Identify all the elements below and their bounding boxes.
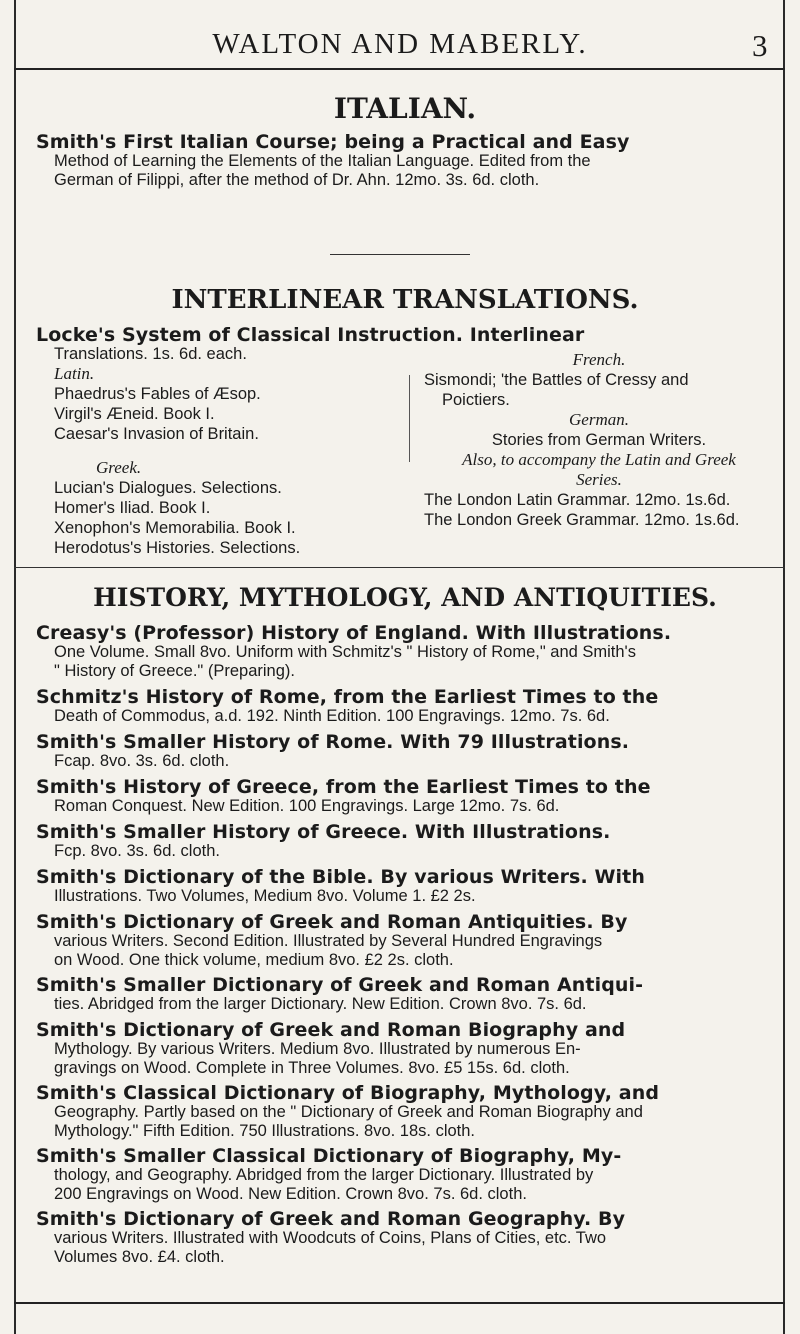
- entry-title: Smith's History of Greece, from the Earliest Times to the: [36, 776, 651, 798]
- entry-title: Smith's Dictionary of the Bible. By various Writers. With: [36, 866, 645, 888]
- catalog-entry: [36, 976, 776, 1014]
- entry-line: 200 Engravings on Wood. New Edition. Crown 8vo. 7s. 6d. cloth.: [54, 1185, 527, 1203]
- column-divider: [409, 375, 410, 462]
- entry-title: Smith's Dictionary of Greek and Roman Biography and: [36, 1019, 626, 1041]
- entry-line: thology, and Geography. Abridged from the larger Dictionary. Illustrated by: [54, 1166, 594, 1184]
- entry-title: Smith's Dictionary of Greek and Roman Antiquities. By: [36, 911, 628, 933]
- entry-title: Smith's Classical Dictionary of Biography, Mythology, and: [36, 1082, 660, 1104]
- list-item: Herodotus's Histories. Selections.: [54, 539, 301, 557]
- greek-label: Greek.: [96, 458, 142, 477]
- list-item: Caesar's Invasion of Britain.: [54, 425, 259, 443]
- catalog-entry: [36, 733, 776, 771]
- also-note: Also, to accompany the Latin and Greek: [462, 450, 736, 469]
- latin-label: Latin.: [54, 364, 95, 383]
- running-header: WALTON AND MABERLY.: [212, 28, 588, 60]
- catalog-entry: [36, 1084, 776, 1141]
- list-item: The London Greek Grammar. 12mo. 1s.6d.: [424, 511, 740, 529]
- entry-line: Translations. 1s. 6d. each.: [54, 345, 247, 363]
- page-border-left: [14, 0, 16, 1334]
- section-heading-italian: ITALIAN.: [333, 92, 477, 125]
- catalog-entry: [36, 1210, 776, 1267]
- entry-line: gravings on Wood. Complete in Three Volumes. 8vo. £5 15s. 6d. cloth.: [54, 1059, 570, 1077]
- entry-line: ties. Abridged from the larger Dictionary. New Edition. Crown 8vo. 7s. 6d.: [54, 995, 587, 1013]
- entry-title: Smith's First Italian Course; being a Practical and Easy: [36, 131, 630, 153]
- entry-title: Smith's Smaller History of Rome. With 79 Illustrations.: [36, 731, 630, 753]
- list-item: Xenophon's Memorabilia. Book I.: [54, 519, 296, 537]
- catalog-entry: [36, 1147, 776, 1204]
- entry-title: Smith's Smaller Classical Dictionary of Biography, My-: [36, 1145, 622, 1167]
- list-item: Phaedrus's Fables of Æsop.: [54, 385, 261, 403]
- entry-line: various Writers. Illustrated with Woodcuts of Coins, Plans of Cities, etc. Two: [54, 1229, 607, 1247]
- list-item: Lucian's Dialogues. Selections.: [54, 479, 282, 497]
- catalog-entry: [36, 913, 776, 970]
- catalog-entry: [36, 624, 776, 681]
- french-label: French.: [572, 350, 626, 369]
- entry-line: One Volume. Small 8vo. Uniform with Schmitz's " History of Rome," and Smith's: [54, 643, 636, 661]
- entry-title: Smith's Dictionary of Greek and Roman Geography. By: [36, 1208, 626, 1230]
- entry-line: Death of Commodus, a.d. 192. Ninth Edition. 100 Engravings. 12mo. 7s. 6d.: [54, 707, 610, 725]
- left-column: [54, 364, 394, 558]
- entry-title: Smith's Smaller History of Greece. With Illustrations.: [36, 821, 611, 843]
- list-item: Stories from German Writers.: [491, 431, 707, 449]
- catalog-entry: [36, 688, 776, 726]
- entry-line: Method of Learning the Elements of the Italian Language. Edited from the: [54, 152, 591, 170]
- section-divider: [330, 254, 470, 255]
- list-item: The London Latin Grammar. 12mo. 1s.6d.: [424, 491, 731, 509]
- entry-line: Mythology." Fifth Edition. 750 Illustrations. 8vo. 18s. cloth.: [54, 1122, 476, 1140]
- section-heading-history: HISTORY, MYTHOLOGY, AND ANTIQUITIES.: [93, 583, 717, 612]
- entry-line: on Wood. One thick volume, medium 8vo. £2 2s. cloth.: [54, 951, 454, 969]
- entry-line: Fcap. 8vo. 3s. 6d. cloth.: [54, 752, 230, 770]
- entry-title: Schmitz's History of Rome, from the Earliest Times to the: [36, 686, 659, 708]
- entry-title: Locke's System of Classical Instruction. Interlinear: [36, 324, 585, 346]
- german-label: German.: [569, 410, 629, 429]
- entry-line: German of Filippi, after the method of Dr. Ahn. 12mo. 3s. 6d. cloth.: [54, 171, 540, 189]
- page-number: 3: [752, 28, 768, 63]
- page-border-right: [783, 0, 785, 1334]
- catalog-entry: [36, 778, 776, 816]
- catalog-entry: [36, 1021, 776, 1078]
- entry-line: Fcp. 8vo. 3s. 6d. cloth.: [54, 842, 220, 860]
- catalog-entry: [36, 823, 776, 861]
- footer-rule: [14, 1302, 785, 1304]
- entry-line: Geography. Partly based on the " Dictionary of Greek and Roman Biography and: [54, 1103, 643, 1121]
- header-rule: [14, 68, 785, 70]
- right-column: [424, 350, 774, 530]
- section-divider: [14, 567, 785, 568]
- entry-line: Volumes 8vo. £4. cloth.: [54, 1248, 225, 1266]
- entry-line: Illustrations. Two Volumes, Medium 8vo. Volume 1. £2 2s.: [54, 887, 476, 905]
- list-item: Virgil's Æneid. Book I.: [54, 405, 215, 423]
- catalog-entry: [36, 868, 776, 906]
- entry-line: Mythology. By various Writers. Medium 8vo. Illustrated by numerous En-: [54, 1040, 581, 1058]
- list-item-continued: Poictiers.: [442, 391, 510, 409]
- entry-line: Roman Conquest. New Edition. 100 Engravings. Large 12mo. 7s. 6d.: [54, 797, 560, 815]
- section-heading-interlinear: INTERLINEAR TRANSLATIONS.: [171, 285, 639, 315]
- entry-title: Smith's Smaller Dictionary of Greek and Roman Antiqui-: [36, 974, 644, 996]
- also-note-continued: Series.: [576, 470, 622, 489]
- entry-line: " History of Greece." (Preparing).: [54, 662, 295, 680]
- entry-title: Creasy's (Professor) History of England. With Illustrations.: [36, 622, 672, 644]
- entry-line: various Writers. Second Edition. Illustrated by Several Hundred Engravings: [54, 932, 603, 950]
- list-item: Sismondi; 'the Battles of Cressy and: [424, 371, 689, 389]
- list-item: Homer's Iliad. Book I.: [54, 499, 211, 517]
- catalog-entry: [36, 133, 776, 190]
